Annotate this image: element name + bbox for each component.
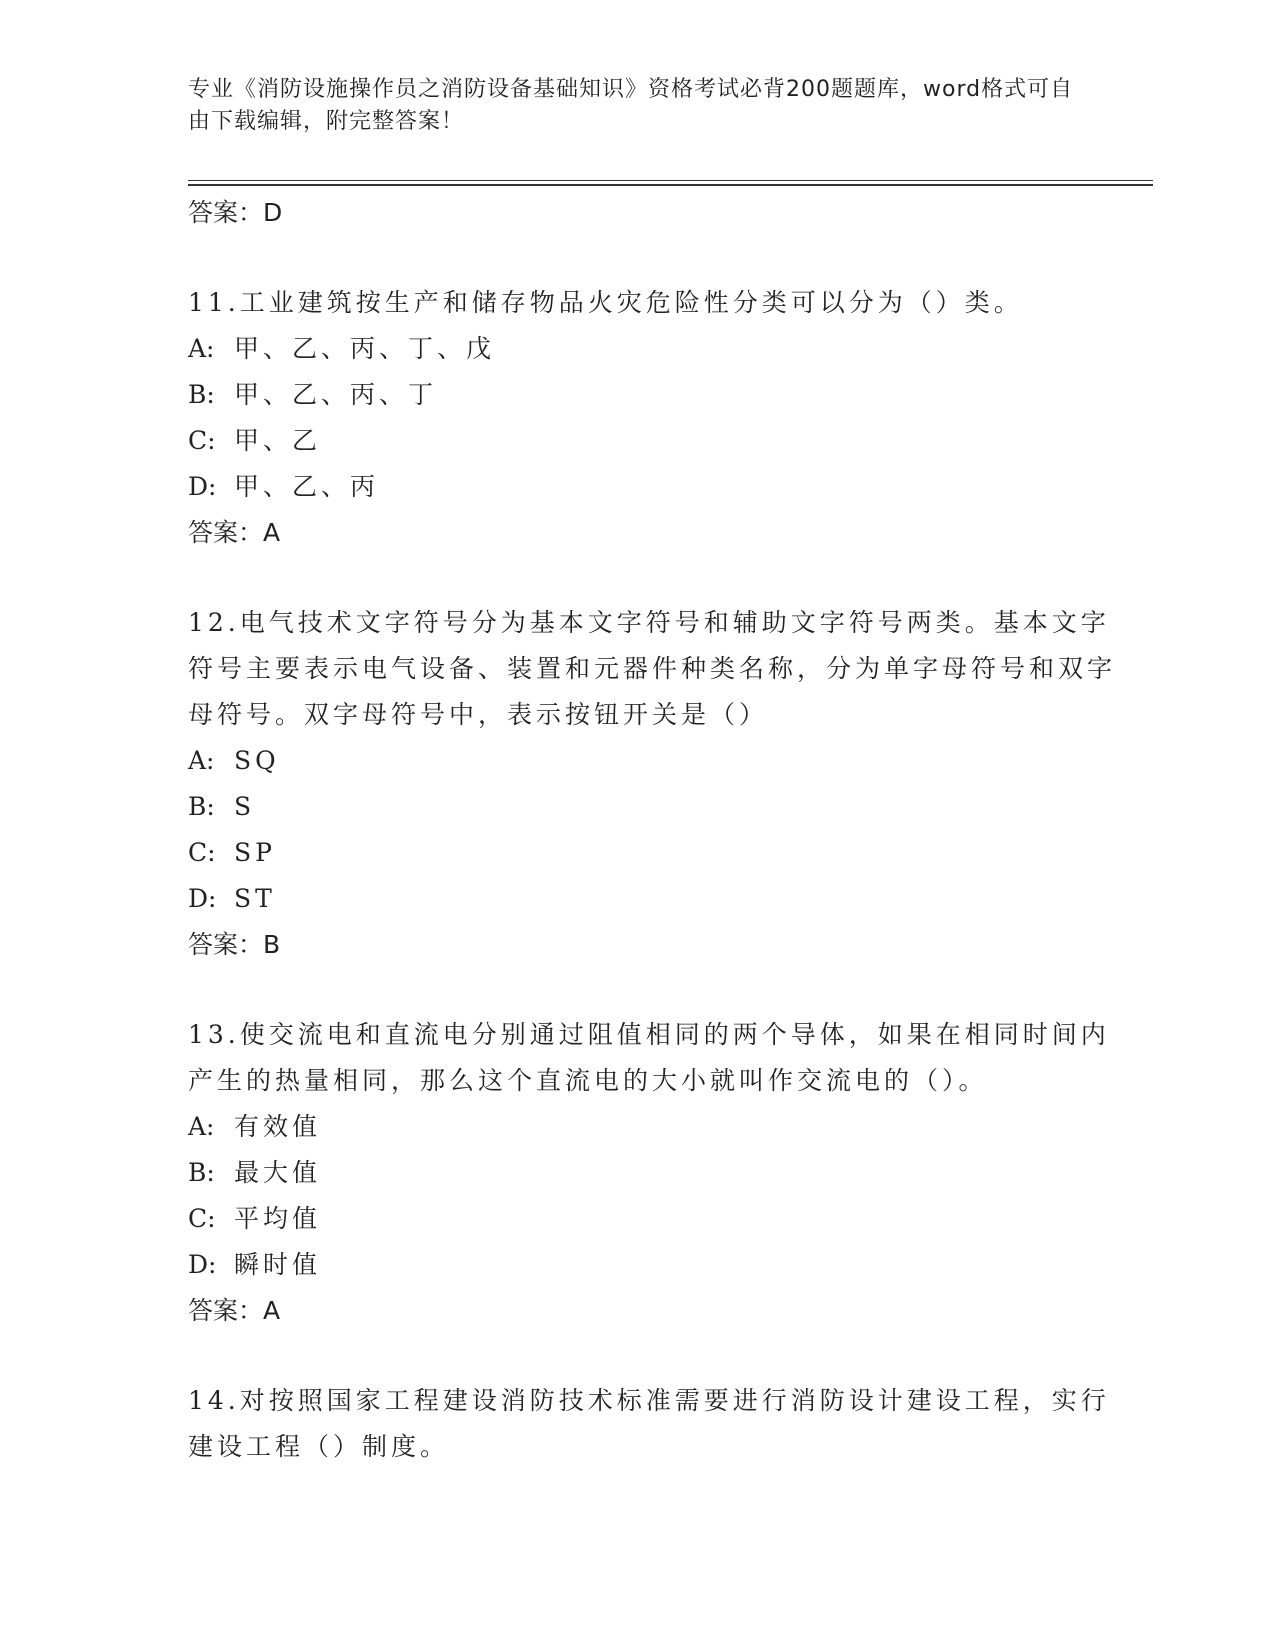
question-text: 12.电气技术文字符号分为基本文字符号和辅助文字符号两类。基本文字符号主要表示电气设备、装置和元器件种类名称，分为单字母符号和双字母符号。双字母符号中，表示按钮开关是（） bbox=[188, 608, 1117, 729]
question-text: 11.工业建筑按生产和储存物品火灾危险性分类可以分为（）类。 bbox=[188, 288, 1023, 317]
option-letter: B: bbox=[188, 380, 215, 409]
option-letter: D: bbox=[188, 472, 217, 501]
option-c bbox=[188, 830, 1118, 876]
option-text: 甲、乙、丙、丁 bbox=[234, 380, 438, 409]
page-header: 专业《消防设施操作员之消防设备基础知识》资格考试必背200题题库，word格式可自由下载编辑，附完整答案！ bbox=[188, 77, 1074, 134]
option-text: ST bbox=[234, 884, 276, 913]
option-letter: B: bbox=[188, 1158, 215, 1187]
option-c bbox=[188, 418, 1118, 464]
option-letter: A: bbox=[188, 334, 215, 363]
option-letter: C: bbox=[188, 426, 216, 455]
option-c bbox=[188, 1196, 1118, 1242]
header-divider bbox=[188, 180, 1153, 186]
option-text: 甲、乙 bbox=[234, 426, 322, 455]
option-text: 最大值 bbox=[234, 1158, 322, 1187]
option-d bbox=[188, 1242, 1118, 1288]
question-14 bbox=[188, 1378, 1118, 1470]
option-text: 有效值 bbox=[234, 1112, 322, 1141]
question-11 bbox=[188, 280, 1118, 556]
answer-line: 答案：A bbox=[188, 518, 281, 547]
option-letter: D: bbox=[188, 1250, 217, 1279]
answer-line: 答案：D bbox=[188, 198, 283, 227]
option-letter: A: bbox=[188, 746, 215, 775]
answer-line: 答案：B bbox=[188, 930, 281, 959]
option-text: 甲、乙、丙、丁、戊 bbox=[234, 334, 496, 363]
option-text: SQ bbox=[234, 746, 280, 775]
option-a bbox=[188, 738, 1118, 784]
option-text: SP bbox=[234, 838, 276, 867]
option-text: 瞬时值 bbox=[234, 1250, 322, 1279]
option-b bbox=[188, 1150, 1118, 1196]
option-d bbox=[188, 876, 1118, 922]
option-d bbox=[188, 464, 1118, 510]
option-b bbox=[188, 784, 1118, 830]
option-letter: A: bbox=[188, 1112, 215, 1141]
option-text: S bbox=[234, 792, 256, 821]
question-text: 14.对按照国家工程建设消防技术标准需要进行消防设计建设工程，实行建设工程（）制度。 bbox=[188, 1386, 1110, 1461]
question-13 bbox=[188, 1012, 1118, 1334]
option-letter: B: bbox=[188, 792, 215, 821]
option-b bbox=[188, 372, 1118, 418]
option-letter: C: bbox=[188, 838, 216, 867]
option-a bbox=[188, 326, 1118, 372]
answer-line: 答案：A bbox=[188, 1296, 281, 1325]
option-letter: C: bbox=[188, 1204, 216, 1233]
option-letter: D: bbox=[188, 884, 217, 913]
question-12 bbox=[188, 600, 1118, 968]
option-text: 甲、乙、丙 bbox=[234, 472, 380, 501]
question-text: 13.使交流电和直流电分别通过阻值相同的两个导体，如果在相同时间内产生的热量相同，那么这个直流电的大小就叫作交流电的（）。 bbox=[188, 1020, 1110, 1095]
option-a bbox=[188, 1104, 1118, 1150]
document-body bbox=[188, 190, 1118, 1470]
option-text: 平均值 bbox=[234, 1204, 322, 1233]
